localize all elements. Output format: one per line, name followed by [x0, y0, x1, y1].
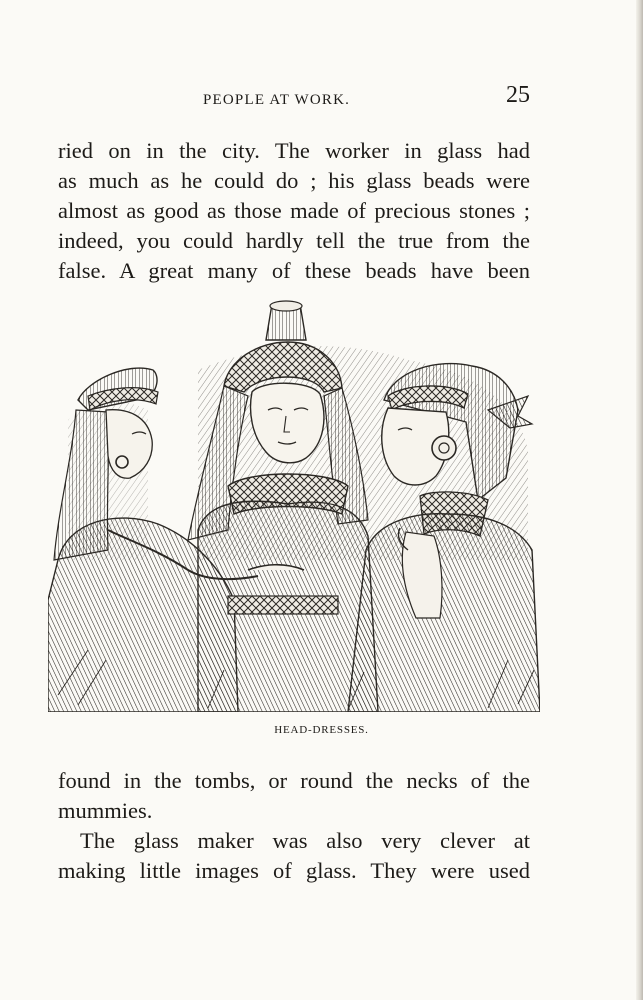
text-line: making little images of glass. They were used	[58, 858, 530, 883]
running-head: PEOPLE AT WORK.	[203, 92, 351, 108]
text-line: as much as he could do ; his glass beads were	[58, 168, 530, 193]
page-edge	[636, 0, 643, 1000]
page-header	[58, 82, 530, 114]
page-number: 25	[506, 82, 530, 108]
engraving-illustration	[48, 300, 540, 712]
figure-caption: HEAD-DRESSES.	[274, 724, 369, 736]
engraving-drawing	[48, 300, 540, 712]
paragraph-top	[58, 136, 530, 286]
text-line: almost as good as those made of precious stones ;	[58, 198, 530, 223]
text-line: indeed, you could hardly tell the true from the	[58, 228, 530, 253]
text-line: The glass maker was also very clever at	[80, 828, 530, 853]
text-line: false. A great many of these beads have been	[58, 258, 530, 283]
text-line: mummies.	[58, 798, 153, 823]
text-line: found in the tombs, or round the necks of the	[58, 768, 530, 793]
paragraph-bottom	[58, 766, 530, 886]
text-line: ried on in the city. The worker in glass had	[58, 138, 530, 163]
